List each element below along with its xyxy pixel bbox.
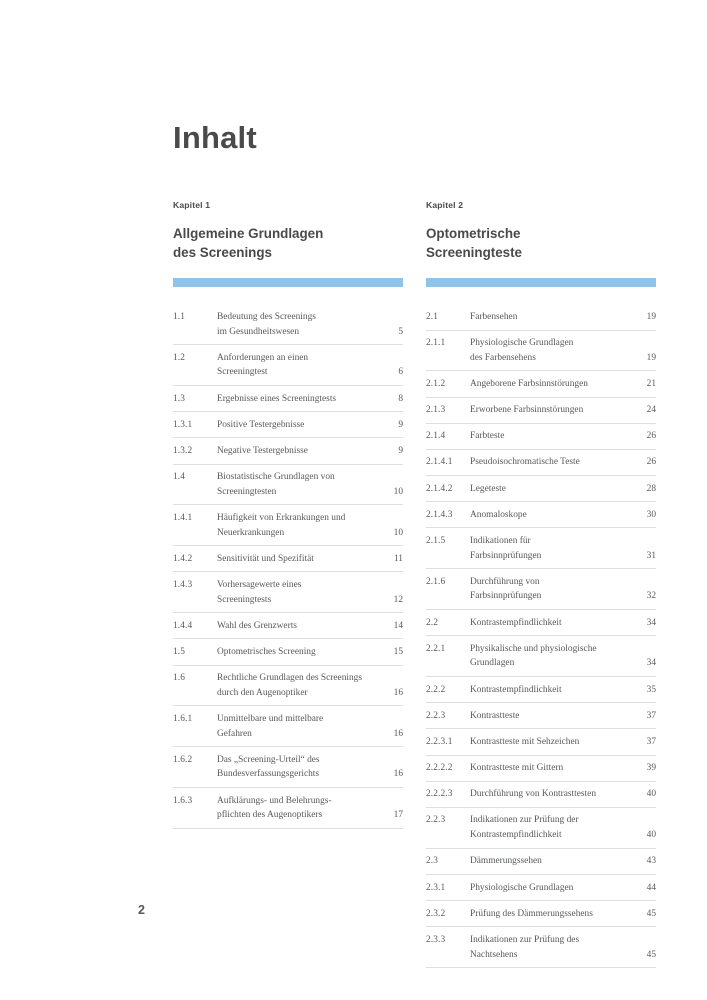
toc-list-chapter-2: [426, 304, 656, 968]
toc-entry-line: [470, 933, 656, 948]
toc-columns: [173, 200, 656, 968]
toc-entry-line: [217, 470, 403, 485]
toc-column-chapter-1: [173, 200, 403, 968]
toc-entry-body: [217, 712, 403, 741]
toc-entry-page-number: 45: [646, 908, 656, 919]
toc-entry-body: [217, 794, 403, 823]
toc-entry-page-number: 6: [398, 367, 403, 378]
toc-entry-title: Rechtliche Grundlagen des Screenings: [217, 673, 363, 684]
toc-entry-body: [217, 619, 403, 634]
toc-entry-line: [217, 727, 403, 742]
toc-entry-number: 2.1: [426, 311, 439, 322]
toc-entry-title: Positive Testergebnisse: [217, 419, 305, 430]
toc-entry-line: [470, 642, 656, 657]
toc-entry[interactable]: [426, 782, 656, 808]
chapter-title-line: Screeningteste: [426, 245, 523, 261]
toc-entry-title: des Farbensehens: [470, 352, 536, 363]
toc-entry-body: [217, 310, 403, 339]
toc-entry[interactable]: [426, 502, 656, 528]
toc-entry-page-number: 31: [646, 550, 656, 561]
toc-entry[interactable]: [173, 438, 403, 464]
toc-entry-number: 1.4.4: [173, 620, 193, 631]
toc-entry-number: 2.2.2.3: [426, 789, 453, 800]
toc-entry-number: 2.1.6: [426, 576, 446, 587]
toc-entry[interactable]: [426, 569, 656, 610]
toc-entry-title: Vorhersagewerte eines: [217, 579, 302, 590]
toc-entry-title: Bedeutung des Screenings: [217, 311, 316, 322]
toc-entry-title: Kontrastteste: [470, 710, 520, 721]
toc-entry-title: Aufklärungs- und Belehrungs-: [217, 795, 332, 806]
toc-entry[interactable]: [426, 808, 656, 849]
toc-entry-number: 2.1.4.3: [426, 509, 453, 520]
toc-entry-number: 2.3.1: [426, 882, 446, 893]
toc-entry[interactable]: [173, 412, 403, 438]
toc-entry-title: Pseudoisochromatische Teste: [470, 457, 580, 468]
toc-entry[interactable]: [173, 788, 403, 829]
toc-entry[interactable]: [173, 666, 403, 707]
toc-entry-body: [470, 403, 656, 418]
toc-entry-title: Farbteste: [470, 431, 505, 442]
toc-entry-page-number: 16: [393, 769, 403, 780]
toc-entry-page-number: 19: [646, 311, 656, 322]
toc-entry-page-number: 34: [646, 617, 656, 628]
page-title: Inhalt: [173, 119, 257, 155]
toc-entry-line: [470, 455, 656, 470]
toc-entry-line: [217, 444, 403, 459]
toc-entry-title: Durchführung von Kontrasttesten: [470, 789, 597, 800]
toc-entry-title: Bundesverfassungsgerichts: [217, 769, 320, 780]
chapter-title-line: des Screenings: [173, 245, 272, 261]
toc-entry-number: 1.3.2: [173, 445, 193, 456]
toc-entry-title: Farbensehen: [470, 311, 518, 322]
toc-entry-title: Erworbene Farbsinnstörungen: [470, 405, 584, 416]
toc-entry-body: [217, 511, 403, 540]
toc-entry[interactable]: [426, 476, 656, 502]
toc-entry-page-number: 40: [646, 789, 656, 800]
toc-entry[interactable]: [426, 331, 656, 372]
toc-entry-line: [217, 392, 403, 407]
toc-entry-body: [470, 709, 656, 724]
toc-entry-line: [217, 552, 403, 567]
toc-entry-number: 2.1.4: [426, 431, 446, 442]
toc-entry-page-number: 30: [646, 509, 656, 520]
toc-entry-page-number: 44: [646, 882, 656, 893]
toc-entry-line: [470, 709, 656, 724]
toc-entry-number: 1.4: [173, 472, 186, 483]
toc-entry-body: [217, 418, 403, 433]
toc-entry-line: [217, 418, 403, 433]
toc-entry[interactable]: [426, 756, 656, 782]
toc-entry[interactable]: [426, 849, 656, 875]
toc-entry-page-number: 37: [646, 736, 656, 747]
toc-entry-page-number: 39: [646, 763, 656, 774]
toc-entry-page-number: 43: [646, 856, 656, 867]
toc-entry-body: [217, 753, 403, 782]
toc-entry-body: [217, 578, 403, 607]
toc-entry-line: [217, 593, 403, 608]
toc-entry-line: [217, 619, 403, 634]
toc-entry-title: Farbsinnprüfungen: [470, 550, 542, 561]
toc-entry-line: [217, 365, 403, 380]
toc-entry-number: 2.2.1: [426, 643, 446, 654]
toc-entry-number: 1.6.1: [173, 713, 193, 724]
toc-entry[interactable]: [173, 465, 403, 506]
toc-entry-number: 1.6.3: [173, 795, 193, 806]
toc-entry-number: 1.5: [173, 646, 186, 657]
toc-entry-line: [470, 508, 656, 523]
toc-entry-title: Durchführung von: [470, 576, 540, 587]
toc-entry-title: Indikationen für: [470, 535, 531, 546]
toc-entry-number: 2.1.4.1: [426, 457, 453, 468]
toc-entry-body: [217, 351, 403, 380]
toc-list-chapter-1: [173, 304, 403, 829]
toc-entry-title: Physiologische Grundlagen: [470, 882, 574, 893]
toc-entry-title: pflichten des Augenoptikers: [217, 810, 323, 821]
chapter-accent-bar: [426, 278, 656, 287]
toc-entry-line: [217, 753, 403, 768]
toc-entry-body: [217, 392, 403, 407]
toc-entry-title: Anomaloskope: [470, 509, 527, 520]
toc-entry-page-number: 28: [646, 483, 656, 494]
toc-entry-line: [470, 377, 656, 392]
toc-entry[interactable]: [173, 345, 403, 386]
toc-entry-line: [217, 526, 403, 541]
toc-entry-line: [470, 656, 656, 671]
toc-entry[interactable]: [426, 398, 656, 424]
toc-entry-page-number: 35: [646, 684, 656, 695]
toc-entry-title: Physiologische Grundlagen: [470, 338, 574, 349]
toc-entry-body: [217, 671, 403, 700]
toc-entry-page-number: 34: [646, 658, 656, 669]
toc-entry-line: [470, 403, 656, 418]
toc-entry[interactable]: [173, 505, 403, 546]
toc-entry-page-number: 5: [398, 326, 403, 337]
toc-entry-line: [470, 310, 656, 325]
toc-entry-body: [470, 854, 656, 869]
toc-entry[interactable]: [426, 450, 656, 476]
toc-entry-body: [470, 616, 656, 631]
chapter-title: [173, 224, 403, 262]
toc-column-chapter-2: [426, 200, 656, 968]
toc-entry-page-number: 24: [646, 405, 656, 416]
toc-entry-number: 1.1: [173, 311, 186, 322]
toc-entry[interactable]: [426, 636, 656, 677]
toc-entry[interactable]: [426, 424, 656, 450]
toc-entry-number: 1.4.3: [173, 579, 193, 590]
toc-entry-body: [470, 534, 656, 563]
toc-entry[interactable]: [173, 747, 403, 788]
toc-entry-line: [470, 575, 656, 590]
toc-entry-line: [470, 787, 656, 802]
toc-entry-title: Screeningtest: [217, 367, 268, 378]
toc-entry-title: Wahl des Grenzwerts: [217, 620, 297, 631]
toc-entry-title: Neuerkrankungen: [217, 527, 285, 538]
page-number: 2: [138, 903, 145, 917]
toc-entry-title: Nachtsehens: [470, 949, 518, 960]
toc-entry-page-number: 17: [393, 810, 403, 821]
toc-entry-line: [470, 336, 656, 351]
toc-entry-line: [217, 712, 403, 727]
toc-entry-number: 1.3: [173, 393, 186, 404]
toc-entry-page-number: 9: [398, 445, 403, 456]
chapter-kicker: Kapitel 2: [426, 200, 464, 210]
toc-entry[interactable]: [173, 386, 403, 412]
toc-entry-title: Negative Testergebnisse: [217, 445, 308, 456]
toc-entry-number: 1.4.1: [173, 512, 193, 523]
toc-entry-page-number: 8: [398, 393, 403, 404]
toc-entry-page-number: 10: [393, 527, 403, 538]
toc-entry-line: [470, 616, 656, 631]
toc-entry-number: 2.1.2: [426, 378, 446, 389]
toc-entry-line: [217, 686, 403, 701]
toc-entry-title: Sensitivität und Spezifität: [217, 553, 314, 564]
toc-entry-body: [217, 470, 403, 499]
toc-entry-title: Biostatistische Grundlagen von: [217, 472, 335, 483]
toc-entry-body: [470, 933, 656, 962]
toc-entry-body: [470, 761, 656, 776]
toc-entry-body: [470, 429, 656, 444]
toc-entry-line: [217, 808, 403, 823]
toc-entry[interactable]: [426, 901, 656, 927]
toc-entry-line: [470, 761, 656, 776]
toc-entry-line: [217, 671, 403, 686]
toc-entry-title: Kontrastteste mit Sehzeichen: [470, 736, 580, 747]
toc-entry-number: 2.3: [426, 856, 439, 867]
toc-entry-line: [470, 429, 656, 444]
toc-entry[interactable]: [426, 304, 656, 330]
toc-entry-title: Legeteste: [470, 483, 506, 494]
toc-entry-page-number: 21: [646, 378, 656, 389]
toc-entry-page-number: 16: [393, 728, 403, 739]
toc-entry-title: Optometrisches Screening: [217, 646, 316, 657]
toc-entry-body: [470, 881, 656, 896]
toc-entry-page-number: 19: [646, 352, 656, 363]
toc-entry-page-number: 40: [646, 830, 656, 841]
toc-entry-page-number: 45: [646, 949, 656, 960]
chapter-accent-bar: [173, 278, 403, 287]
toc-entry-title: Indikationen zur Prüfung der: [470, 815, 579, 826]
toc-entry[interactable]: [173, 639, 403, 665]
toc-entry-line: [217, 767, 403, 782]
toc-entry-body: [217, 444, 403, 459]
toc-entry-number: 2.2.2.2: [426, 763, 453, 774]
toc-entry-page-number: 16: [393, 687, 403, 698]
toc-entry-number: 1.6.2: [173, 754, 193, 765]
toc-entry-page-number: 12: [393, 594, 403, 605]
toc-entry-line: [217, 511, 403, 526]
toc-entry-body: [470, 482, 656, 497]
toc-entry-title: Grundlagen: [470, 658, 515, 669]
toc-entry-line: [470, 907, 656, 922]
toc-entry-body: [470, 455, 656, 470]
toc-entry-body: [470, 575, 656, 604]
toc-entry-line: [470, 813, 656, 828]
toc-entry-line: [217, 485, 403, 500]
toc-entry-title: Indikationen zur Prüfung des: [470, 934, 580, 945]
toc-entry-title: Ergebnisse eines Screeningtests: [217, 393, 337, 404]
toc-entry-line: [217, 351, 403, 366]
toc-entry[interactable]: [426, 703, 656, 729]
toc-entry-title: durch den Augenoptiker: [217, 687, 308, 698]
toc-entry-page-number: 26: [646, 457, 656, 468]
toc-entry-line: [470, 534, 656, 549]
toc-entry-title: Das „Screening-Urteil“ des: [217, 754, 320, 765]
toc-entry-line: [217, 794, 403, 809]
toc-entry-line: [470, 589, 656, 604]
toc-entry[interactable]: [426, 528, 656, 569]
toc-entry-number: 2.2: [426, 617, 439, 628]
toc-entry-body: [470, 508, 656, 523]
chapter-kicker: Kapitel 1: [173, 200, 211, 210]
toc-entry-body: [470, 377, 656, 392]
toc-entry[interactable]: [426, 875, 656, 901]
toc-entry-title: Gefahren: [217, 728, 252, 739]
toc-entry[interactable]: [173, 572, 403, 613]
toc-entry-body: [470, 907, 656, 922]
toc-entry-page-number: 9: [398, 419, 403, 430]
toc-entry-title: Kontrastempfindlichkeit: [470, 830, 562, 841]
toc-entry[interactable]: [426, 371, 656, 397]
toc-entry[interactable]: [173, 613, 403, 639]
toc-entry-page-number: 26: [646, 431, 656, 442]
toc-entry-number: 2.1.4.2: [426, 483, 453, 494]
toc-entry-title: Angeborene Farbsinnstörungen: [470, 378, 588, 389]
toc-entry-title: Kontrastempfindlichkeit: [470, 684, 562, 695]
toc-entry-body: [470, 683, 656, 698]
toc-entry-number: 1.2: [173, 352, 186, 363]
chapter-title-line: Optometrische: [426, 226, 521, 242]
toc-entry-line: [470, 948, 656, 963]
toc-entry-body: [470, 735, 656, 750]
toc-entry-line: [470, 683, 656, 698]
toc-entry-line: [217, 645, 403, 660]
toc-entry-title: Screeningtesten: [217, 486, 277, 497]
toc-entry-title: im Gesundheitswesen: [217, 326, 300, 337]
toc-entry-body: [470, 642, 656, 671]
toc-entry-body: [217, 645, 403, 660]
toc-entry-page-number: 37: [646, 710, 656, 721]
toc-entry-title: Häufigkeit von Erkrankungen und: [217, 512, 346, 523]
toc-entry-title: Prüfung des Dämmerungssehens: [470, 908, 593, 919]
toc-entry-page-number: 14: [393, 620, 403, 631]
toc-entry-page-number: 15: [393, 646, 403, 657]
toc-entry-number: 2.1.1: [426, 338, 446, 349]
toc-entry-title: Kontrastempfindlichkeit: [470, 617, 562, 628]
toc-entry-line: [470, 881, 656, 896]
toc-entry[interactable]: [426, 677, 656, 703]
toc-entry-number: 2.3.3: [426, 934, 446, 945]
toc-entry-page-number: 11: [393, 553, 403, 564]
toc-entry-title: Dämmerungssehen: [470, 856, 542, 867]
toc-entry-title: Screeningtests: [217, 594, 272, 605]
toc-entry-page-number: 10: [393, 486, 403, 497]
toc-entry-line: [470, 351, 656, 366]
toc-entry-line: [470, 549, 656, 564]
toc-entry-line: [470, 735, 656, 750]
toc-entry-number: 2.1.3: [426, 405, 446, 416]
toc-entry-body: [470, 336, 656, 365]
toc-entry-number: 2.2.2: [426, 684, 446, 695]
toc-entry[interactable]: [426, 927, 656, 968]
toc-entry-title: Anforderungen an einen: [217, 352, 309, 363]
toc-entry[interactable]: [173, 706, 403, 747]
toc-entry-body: [470, 813, 656, 842]
toc-entry-title: Physikalische und physiologische: [470, 643, 597, 654]
toc-entry-line: [217, 310, 403, 325]
toc-entry-title: Farbsinnprüfungen: [470, 591, 542, 602]
toc-entry-line: [470, 828, 656, 843]
toc-entry-number: 2.2.3.1: [426, 736, 453, 747]
toc-entry-line: [470, 482, 656, 497]
toc-entry-body: [470, 310, 656, 325]
toc-entry-number: 1.4.2: [173, 553, 193, 564]
toc-entry-body: [470, 787, 656, 802]
toc-entry[interactable]: [426, 729, 656, 755]
toc-entry[interactable]: [173, 304, 403, 345]
toc-entry-line: [470, 854, 656, 869]
toc-entry[interactable]: [426, 610, 656, 636]
toc-entry-page-number: 32: [646, 591, 656, 602]
toc-entry-number: 1.3.1: [173, 419, 193, 430]
toc-entry-number: 1.6: [173, 673, 186, 684]
toc-entry-body: [217, 552, 403, 567]
toc-entry-title: Unmittelbare und mittelbare: [217, 713, 324, 724]
toc-entry-line: [217, 578, 403, 593]
chapter-title-line: Allgemeine Grundlagen: [173, 226, 324, 242]
toc-entry-number: 2.2.3: [426, 815, 446, 826]
toc-entry[interactable]: [173, 546, 403, 572]
toc-entry-title: Kontrastteste mit Gittern: [470, 763, 564, 774]
toc-entry-number: 2.2.3: [426, 710, 446, 721]
toc-entry-number: 2.1.5: [426, 535, 446, 546]
toc-entry-line: [217, 325, 403, 340]
chapter-title: [426, 224, 656, 262]
toc-entry-number: 2.3.2: [426, 908, 446, 919]
